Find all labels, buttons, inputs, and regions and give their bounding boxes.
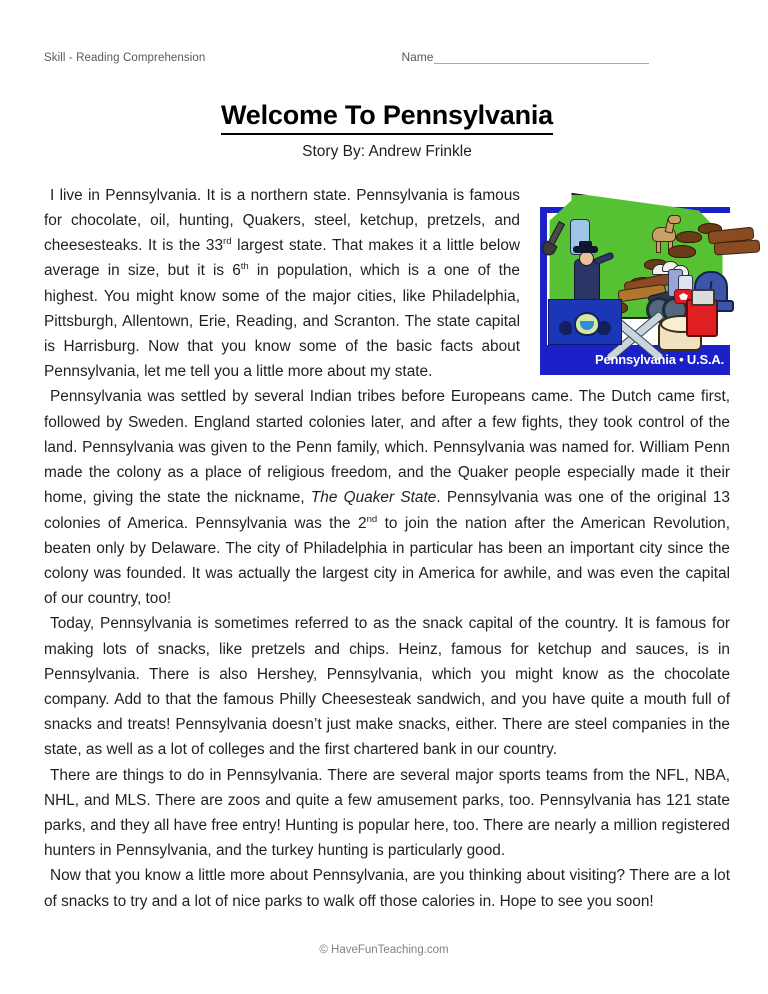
footer-copyright: © HaveFunTeaching.com — [319, 944, 449, 956]
page-title: Welcome To Pennsylvania — [221, 100, 553, 135]
story-paragraph-3: Today, Pennsylvania is sometimes referred to as the snack capital of the country. It is famous for making lots of snacks, like pretzels and chips. Heinz, famous for ketchup and sauces, is in Pennsylvania. There is also Hershey, Pennsylvania, which you might know as the chocolate company. Add to that the famous Philly Cheesesteak sandwich, and you have quite a mouth full of snacks and treats! Pennsylvania doesn’t just make snacks, either. There are steel companies in the state, as well as a lot of colleges and the first chartered bank in our country. — [44, 615, 730, 759]
p1-text-b: largest state. That makes it a little below average in size, but it is 6 — [44, 237, 521, 280]
p1-ordinal-rd: rd — [223, 236, 232, 248]
p1-text-c: in population, which is a one of the highest. You might know some of the major cities, like Philadelphia, Pittsburgh, Allentown, Erie, Reading, and Scranton. The state capital is Harrisburg. Now that you know some of the basic facts about Pennsylvania, let me tell you a little more about my state. — [44, 262, 520, 381]
soil-mound-icon — [668, 245, 696, 258]
p2-nickname-italic: The Quaker State — [310, 489, 437, 507]
name-field-group — [401, 50, 649, 64]
pennsylvania-illustration — [534, 187, 730, 379]
toolbox-icon — [686, 299, 718, 337]
story-paragraph-4: There are things to do in Pennsylvania. There are several major sports teams from the NFL, NBA, NHL, and MLS. There are zoos and quite a few amusement parks, too. Pennsylvania has 121 state parks, and they all have free entry! Hunting is popular here, too. There are nearly a million registered hunters in Pennsylvania, and the turkey hunting is particularly good. — [44, 766, 730, 860]
log-icon — [714, 239, 761, 255]
story-paragraph-2 — [44, 384, 730, 611]
page-header — [44, 42, 730, 64]
name-label: Name — [401, 50, 434, 64]
p1-text-a: I live in Pennsylvania. It is a northern state. Pennsylvania is famous for chocolate, oil, hunting, Quakers, steel, ketchup, pretzels, and cheesesteaks. It is the 33 — [44, 186, 520, 255]
p2-ordinal-nd: nd — [366, 513, 378, 525]
quaker-hat-icon — [573, 246, 598, 253]
skill-label: Skill - Reading Comprehension — [44, 52, 206, 64]
illustration-canvas — [534, 187, 730, 379]
quaker-head-icon — [579, 251, 594, 266]
story-paragraph-5: Now that you know a little more about Pennsylvania, are you thinking about visiting? There are a lot of snacks to try and a lot of nice parks to walk off those calories in. Hope to see you soon! — [44, 867, 730, 910]
quaker-arm-icon — [593, 251, 614, 265]
name-input-line[interactable] — [434, 52, 649, 64]
pennsylvania-flag-icon — [548, 299, 622, 345]
p2-text-a: Pennsylvania was settled by several Indian tribes before Europeans came. The Dutch came first, followed by Sweden. England started colonies later, and after a few fights, they took control of the land. Pennsylvania was given to the Penn family, which. Pennsylvania was named for. William Penn made the colony as a place of religious freedom, and the Quaker people especially made it their home, giving the state the nickname, — [44, 388, 730, 507]
p1-ordinal-th: th — [240, 261, 249, 273]
shovel-icon — [546, 221, 565, 249]
title-block — [44, 100, 730, 135]
story-body — [44, 183, 730, 914]
byline: Story By: Andrew Frinkle — [302, 142, 472, 160]
p2-text-b: . Pennsylvania was one of the original 13 colonies of America. Pennsylvania was the 2 — [44, 489, 730, 532]
deer-head-icon — [668, 215, 681, 224]
illustration-banner-label: Pennsylvania • U.S.A. — [595, 351, 724, 367]
flag-seal-icon — [574, 312, 600, 336]
soil-mound-icon — [676, 231, 702, 243]
flag-horse-icon — [559, 321, 572, 335]
p2-text-c: to join the nation after the American Revolution, beaten only by Delaware. The city of Philadelphia in particular has been an important city since the colony was founded. It was actually the largest city in America for awhile, and was even the capital of our country, too! — [44, 514, 730, 608]
